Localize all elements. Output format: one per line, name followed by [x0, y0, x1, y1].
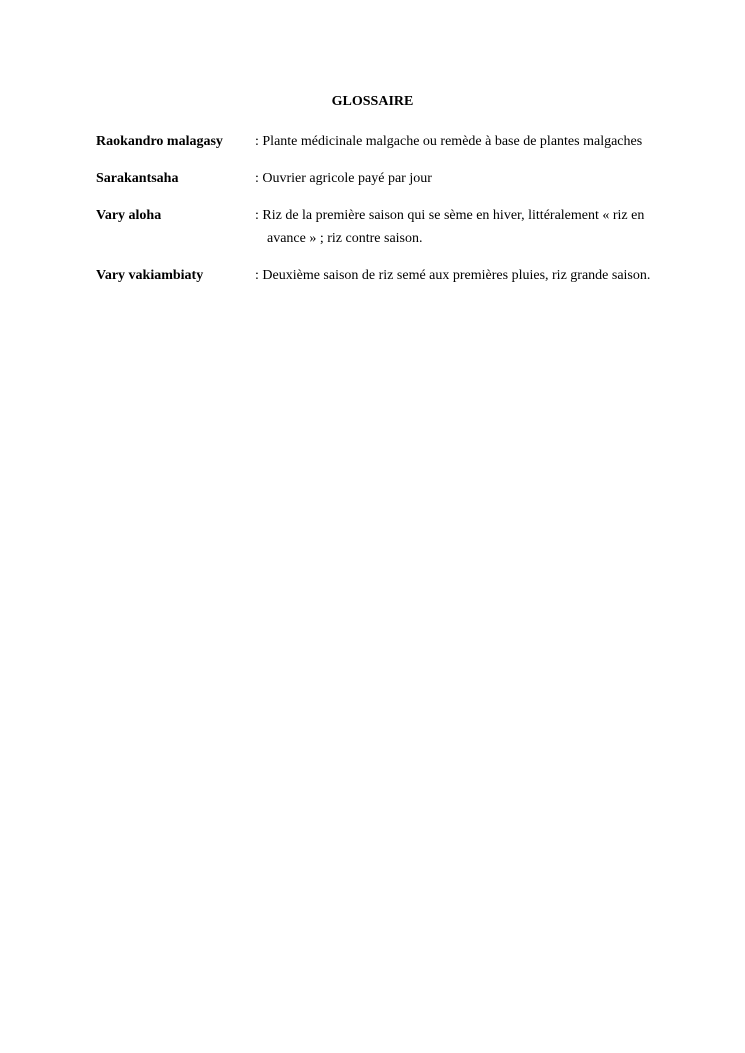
glossary-term: Sarakantsaha — [96, 171, 179, 186]
glossary-list — [96, 130, 686, 301]
glossary-entry — [96, 204, 686, 250]
glossary-definition: : Ouvrier agricole payé par jour — [255, 171, 432, 186]
glossary-definition: : Plante médicinale malgache ou remède à base de plantes malgaches — [255, 134, 643, 149]
glossary-entry — [96, 264, 686, 287]
glossary-definition: : Riz de la première saison qui se sème en hiver, littéralement « riz en avance » ; riz contre saison. — [255, 208, 645, 246]
glossary-entry — [96, 130, 686, 153]
glossary-definition: : Deuxième saison de riz semé aux premières pluies, riz grande saison. — [255, 268, 651, 283]
glossary-term: Raokandro malagasy — [96, 134, 223, 149]
glossary-entry — [96, 167, 686, 190]
glossary-title: GLOSSAIRE — [331, 94, 414, 109]
glossary-term: Vary aloha — [96, 208, 162, 223]
glossary-term: Vary vakiambiaty — [96, 268, 204, 283]
